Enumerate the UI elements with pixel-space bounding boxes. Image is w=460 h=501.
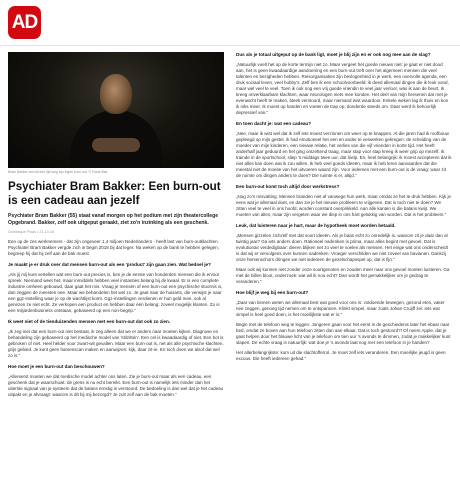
interview-answer: „Daar van binnen weten we allemaal best wat goed voor ons is: voldoende bewegen, gezond eten, vaker nee zeggen, genoeg tijd nemen om te ontspannen. Klinkt simpel, maar zoals Johan Cruijff zei: iets wat simpel is heel goed doen, is het moeilijkste wat er is.” <box>236 300 445 317</box>
interview-answer: „Als jij mij kunt vertellen wat een burn-out precies is, ben je de eerste van honderden mensen die ik ervoor spreek. Niemand weet het, maar inmiddels hebben veel instanties belang bij de kwaal. Er is een complete industrie omheen gebouwd, daar gaat het mis. Vraag je mensen of een burn-out een psychische stoornis is, dan zeggen de meesten nee. Maar we behandelen het wel zo. Je gaat naar de huisarts, die verwijst je naar een ggz-instelling waar je op de wachtlijst komt. Ggz-instellingen verdienen er hun geld mee, ook al genezen ze niet echt. Ze verkopen een product en hebben daar één belang: zoveel mogelijk klanten. Zo is een miljardenbusiness ontstaan, gebaseerd op een non-begrip.” <box>8 271 223 313</box>
interview-question: Ik weet niet of de tienduizenden mensen met een burn-out dat ook zo zien. <box>8 318 171 324</box>
interview-question: Leuk, dat luisteren naar je hart, maar de hypotheek moet worden betaald. <box>236 223 396 228</box>
article-intro: Een op de zes werknemers - dat zijn ongeveer 1,4 miljoen Nederlanders - heeft last van burn-outklachten. Psychiater Bram Bakker vergde zich in begin 2018 bij dat leger. Na weken op de bank te hebben gelegen, begreep hij dat hij zelf aan de bak moest. <box>8 238 219 256</box>
interview-answer: „Mensen gizzelen zichzelf met dat soort ideeën. Als je baas echt zo onredelijk is, waarom zit je daar dan al twintig jaar? Ga iets anders doen. Rationeel nadenken is prima, maar alles begint met gevoel. Dat is evolutionair verdedigbaar: dieren blijken net zo veel te voelen als mensen. Het enige wat ons onderscheidt is dat wij er vervolgens over kunnen nadenken. Vroeger verschilden we niet zoveel van bavianen. Dankzij onze hersenschors dringen we niet iedereen de gezelschapsspel op, dat is fijn.” <box>236 233 448 262</box>
interview-answer: „Natuurlijk voelt het op de korte termijn niet zo. Maar vergeet het goede nieuws niet: je gaat er niet dood aan, het is geen kwaadaardige aandoening en een burn-out treft over het algemeen mensen die veel talenten en bezigheden hebben. Reisorganisaties zijn bevlogenheid in je werk, een overvolle agenda, een druk sociaal leven, veel hobby's. Zelf ben ik een schoolvoorbeeld: ik deed allemaal dingen die ik leuk vond, maar wel veel te veel. Toen ik ook nog een vrij goede vriendin te veel jaar verloor, was ik aan de beurt. Ik kreeg onverklaarbare klachten, waar neurologen niets mee konden. Het deel van mijn hersenen dat met je evenwicht heeft te maken, bleek verstoord, maar niemand wist waardoor. Enkele weken lag ik thuis en kon ik niks meer. Ik moest op handen en voeten de trap op, donderde steeds om. Daar werd ik behoorlijk depressief van.” <box>236 62 449 115</box>
interview-answer: „Nee, maar ik wist wel dat ik zelf iets moest verzinnen om weer op te knappen. Al die jaren had ik roofbouw gepleegd op mijn gestel, ik had emotioneel het een en ander te verwerken gekregen: de scheiding van de moeder van mijn kinderen, een nieuwe relatie, het verlies van die vijf vrienden in korte tijd. Het heeft anderhalf jaar geduurd en het ging ontzettend traag, maar stap voor stap kreeg ik weer grip op mezelf. Ik trainde in de sportschool, sliep 's middags twee uur, dat hielp. En, heel belangrijk: ik moest accepteren dat ik niet alles kan doen wat ik zou willen. Ik heb veel goeds ideeën, maar ik heb leren aanvaarden dat die meestal niet de moeite van het uitvoeren waard zijn. Voor iedereen met een burn-out is de vraag: waar zit de ruimte om dingen anders te doen? Die ruimte is er, altijd.” <box>236 131 452 178</box>
interview-answer: „Allereerst moeten we dat medische model achter ons laten. Zie je burn-out maar als een cadeau, een geschenk dat je waarschuwt: de grens is nu echt bereikt. Een burn-out is namelijk iets minder dan het uiterste signaal van je systeem dat de balans ernstig is verstoord. De bedoeling is dan wel dat je het cadeau uitpakt en je afvraagt: waarom is dit bij mij bezorgd? Je zult zelf aan de bak moeten.” <box>8 373 224 397</box>
right-column <box>236 52 452 362</box>
photo-figure-hands <box>92 138 140 152</box>
article-headline: Psychiater Bram Bakker: Een burn-out is een cadeau aan jezelf <box>8 180 221 208</box>
masthead-divider <box>0 45 460 46</box>
ad-logo[interactable]: AD <box>8 6 41 39</box>
interview-question: En toen dacht je: wat een cadeau? <box>236 121 312 126</box>
interview-answer: „Ik zeg niet dat een burn-out niet bestaat, ik zeg alleen dat we er anders naar moeten kijken. Diagnose en behandeling zijn gebaseerd op het medische model van 'stilzitten'. Een cel is kwaadaardig of niet. Een bot is gebroken of niet. Heel helder voor zwart-wit gevallen. Maar een burn-out is, net als alle psychische klachten, grijs gebied. Je kunt geen harsenscan maken en aanwijzen: kijk, daar zit-ie. En toch doen we alsof dat wel zo is.” <box>8 328 224 358</box>
interview-question: Hoe moet je een burn-out dan beschouwen? <box>8 363 105 369</box>
interview-question: Een burn-out komt toch altijd door werkstress? <box>236 184 340 189</box>
article-byline: Dominique Pinas • 23-10-18 <box>8 229 54 234</box>
article-photo <box>8 52 224 168</box>
masthead <box>0 0 460 46</box>
photo-figure-head <box>100 74 132 114</box>
article-lead: Psychiater Bram Bakker (55) staat vanaf morgen op het podium met zijn theatercollege Opgebrand. Bakker, zelf ook uitgeput geraakt, ziet zo'n inzinking als een geschenk. <box>8 213 219 227</box>
interview-answer: Het allerbelangrijkste: kom uit die slachtofferrol. Je moet zelf iets veranderen. Een moeilijke jeugd is geen excuus. Die heeft iedereen gehad.” <box>236 350 446 361</box>
interview-question: Hoe blijf je weg bij een burn-out? <box>236 290 309 295</box>
interview-question: Je maakt je er druk over dat mensen burn-out als een 'product' zijn gaan zien. Wat bedoel je? <box>8 261 211 267</box>
interview-question: Dus als je totaal uitgeput op de bank ligt, moet je blij zijn en er ook nog mee aan de slag? <box>236 52 431 57</box>
photo-caption: Bram Bakker vervult een tijd lang zijn eigen burn-out. © Frank Bak <box>8 170 108 174</box>
left-column <box>8 52 224 398</box>
interview-answer: Maar ook wij kunnen niet zonder onze soortgenoten en zouden meer naar ons gevoel moeten luisteren. Ga met de billen bloot, onderzoek: wat wil ik nou echt? Dan wordt het gemakkelijker om je gedrag te veranderen.” <box>236 267 450 284</box>
interview-answer: Begin met de telefoon weg te leggen. Jongeren gaan voor het eerst in de geschiedenis later het ebaar naar bed, omdat ze boven aan hun telefoon zitten dan aan elkaar. Dat is toch gestoord?! Of neem Apple, dat je gaat helpen door het blauwe licht van je telefoon om tien uur 's avonds te dimmen, zodat je makkelijker kunt slapen. De echte vraag is natuurlijk: wat doe je 's avonds laat nog met een telefoon in je handen? <box>236 322 451 345</box>
interview-answer: „Nog zo'n misvatting. Mensen branden niet af vanwege hun werk, maar omdat ze het te druk hebben. Kijk je eens wat je allemaal doet, en dan zie je het nieuwe probleem te vrijgeven. Dat is toch niet te doen? We zitten veel te veel in ons hoofd, worden constant overprikkeld. Aan alle kanten is die balans kwijt. We moeten van alles, maar zijn vergeten waar we diep in ons hart gelukkig van worden. Dat is het probleem.” <box>236 194 451 217</box>
